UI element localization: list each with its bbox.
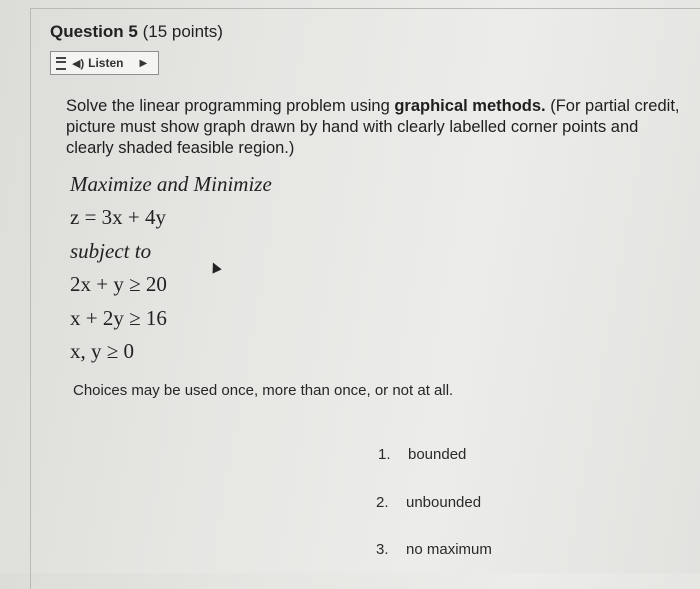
choice-number: 2. xyxy=(376,494,389,511)
menu-icon[interactable] xyxy=(56,57,66,70)
choice-number: 3. xyxy=(376,541,389,558)
objective-function: z = 3x + 4y xyxy=(70,205,167,229)
choice-text: no maximum xyxy=(406,541,492,558)
choices-note: Choices may be used once, more than once, or not at all. xyxy=(73,382,454,399)
listen-button[interactable] xyxy=(50,51,159,75)
listen-label: Listen xyxy=(88,56,124,70)
objective-type: Maximize and Minimize xyxy=(70,172,272,196)
question-points: (15 points) xyxy=(142,22,223,41)
subject-to-label: subject to xyxy=(70,239,152,263)
choice-text: bounded xyxy=(408,446,467,463)
prompt-text-after: (For partial credit, picture must show graph drawn by hand with clearly labelled corner points and clearly shaded feasible region.) xyxy=(66,97,680,157)
play-icon[interactable]: ▶ xyxy=(139,57,148,69)
choice-item xyxy=(376,541,492,558)
constraint-2: x + 2y ≥ 16 xyxy=(70,306,167,330)
choice-number: 1. xyxy=(378,446,391,463)
constraint-3: x, y ≥ 0 xyxy=(70,339,135,363)
speaker-icon: ◀) xyxy=(72,57,85,70)
choice-text: unbounded xyxy=(406,494,482,511)
prompt-text-before: Solve the linear programming problem using xyxy=(66,97,395,115)
question-prompt xyxy=(66,96,686,159)
choice-item xyxy=(376,494,481,511)
question-title xyxy=(50,22,223,42)
choice-item xyxy=(378,446,466,463)
question-number: Question 5 xyxy=(50,22,138,41)
constraint-1: 2x + y ≥ 20 xyxy=(70,272,167,296)
prompt-bold-text: graphical methods. xyxy=(394,97,546,115)
